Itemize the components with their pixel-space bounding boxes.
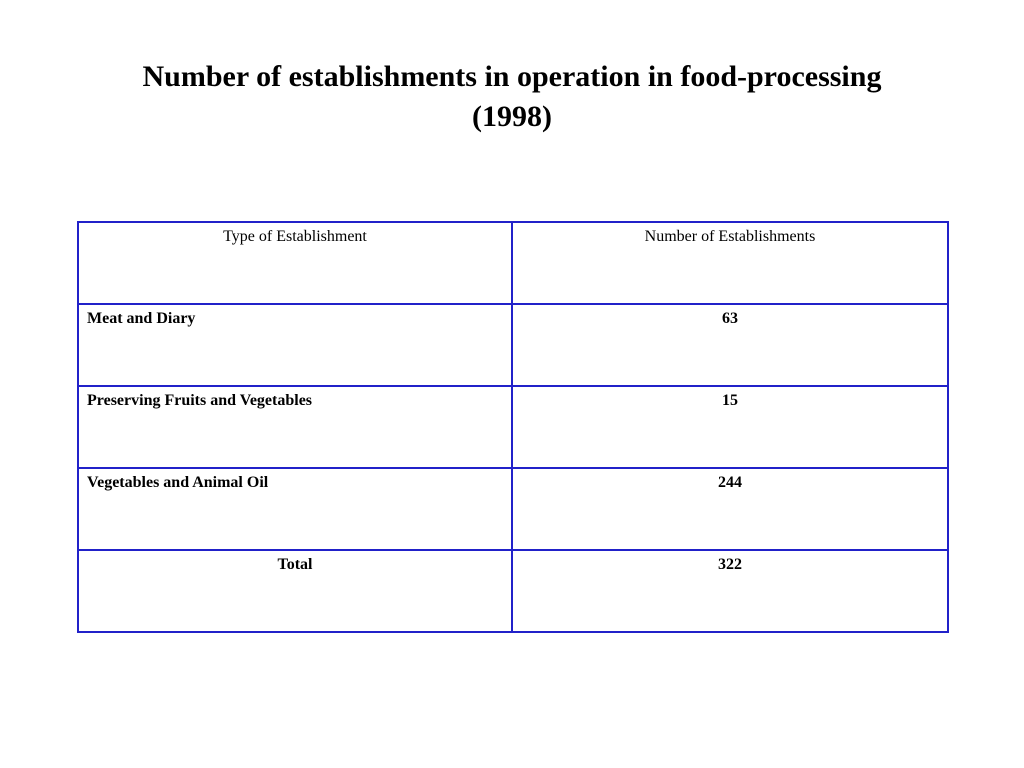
row-type-cell: Meat and Diary (78, 304, 512, 386)
page-title-line-2: (1998) (472, 100, 552, 133)
header-type-of-establishment: Type of Establishment (78, 222, 512, 304)
total-number-cell: 322 (512, 550, 948, 632)
total-label-cell: Total (78, 550, 512, 632)
page-title (60, 57, 964, 137)
table-row (78, 468, 948, 550)
table-total-row (78, 550, 948, 632)
row-number-cell: 63 (512, 304, 948, 386)
establishments-table (77, 221, 949, 633)
row-number-cell: 15 (512, 386, 948, 468)
row-type-cell: Vegetables and Animal Oil (78, 468, 512, 550)
page-title-line-1: Number of establishments in operation in food-processing (142, 60, 882, 93)
table-row (78, 386, 948, 468)
table-row (78, 304, 948, 386)
header-number-of-establishments: Number of Establishments (512, 222, 948, 304)
row-type-cell: Preserving Fruits and Vegetables (78, 386, 512, 468)
table-header-row (78, 222, 948, 304)
row-number-cell: 244 (512, 468, 948, 550)
